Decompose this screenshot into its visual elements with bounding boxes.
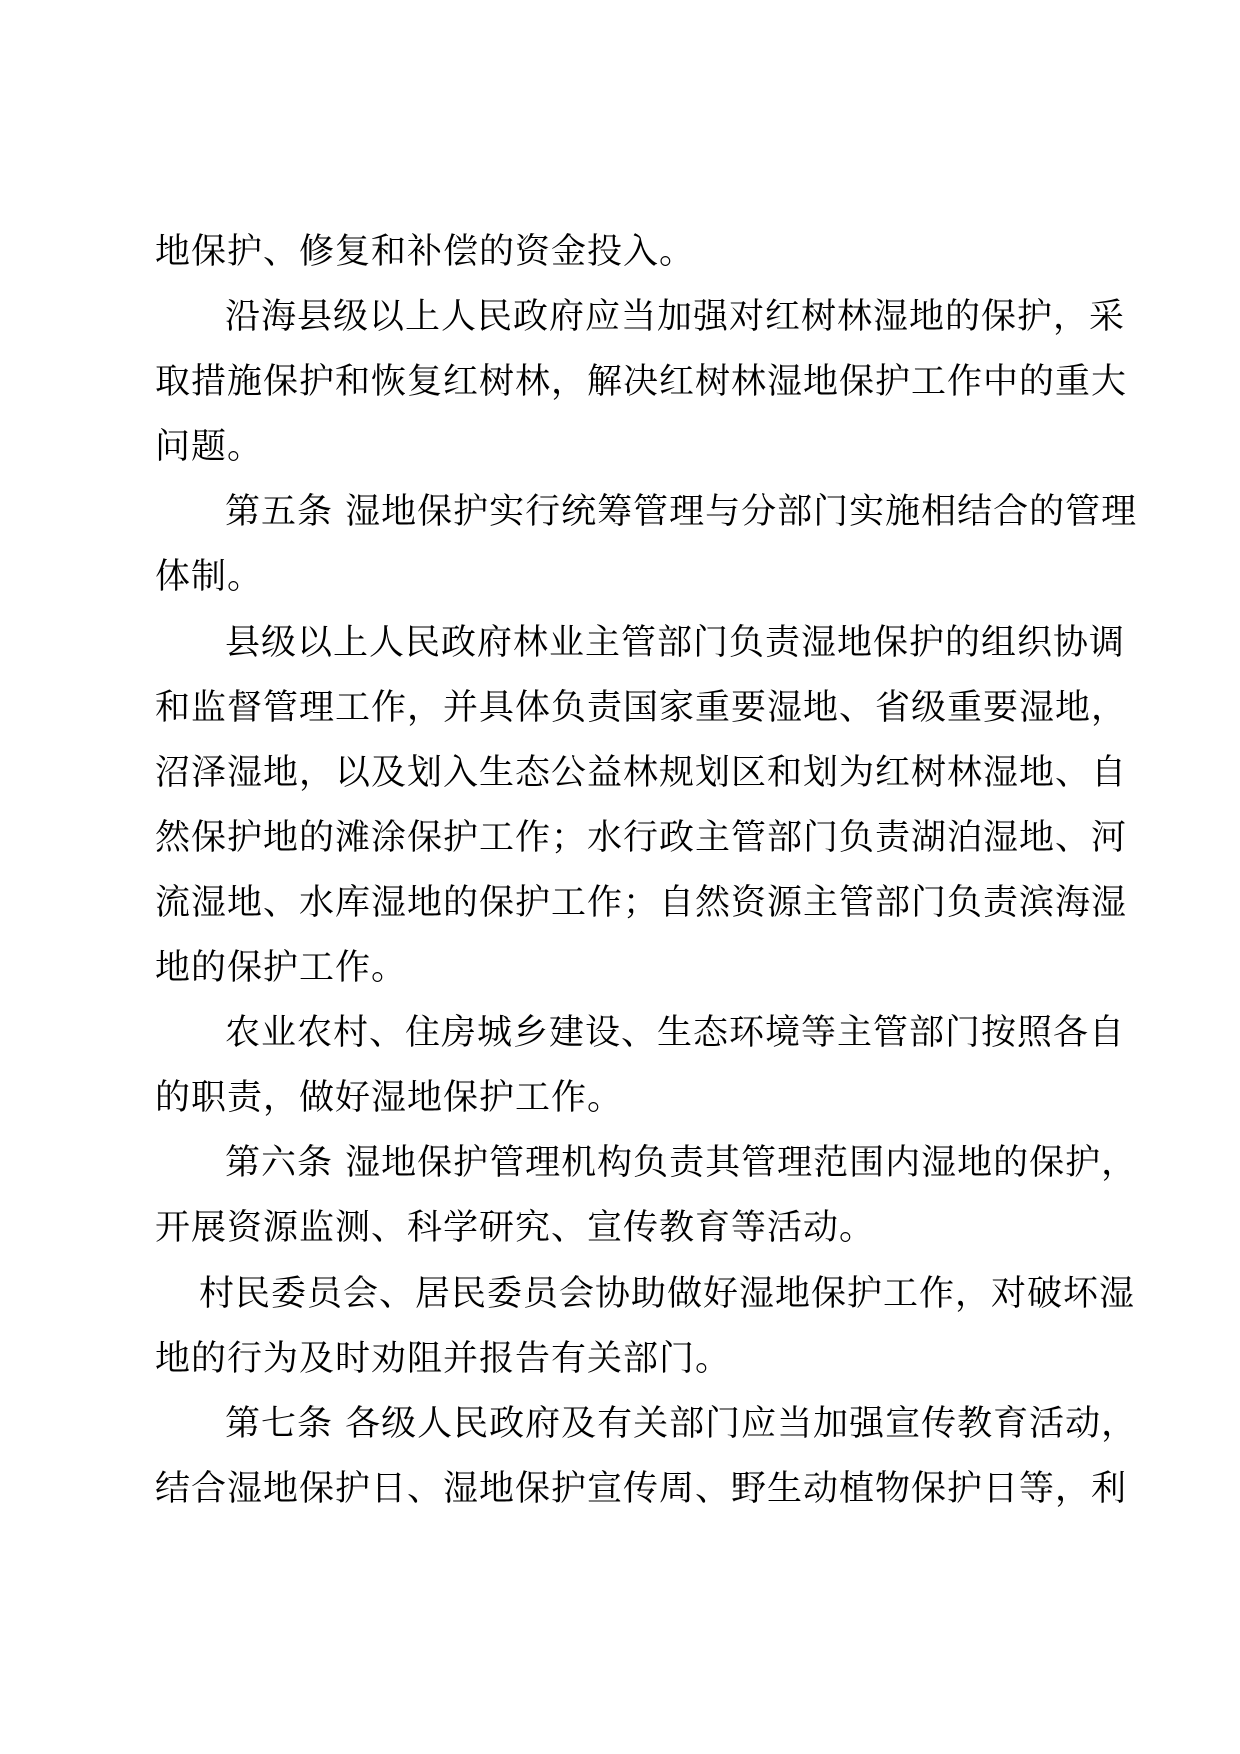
text-line: 地保护、修复和补偿的资金投入。: [155, 232, 696, 272]
text-line: 地的行为及时劝阻并报告有关部门。: [155, 1338, 732, 1379]
text-line: 流湿地、水库湿地的保护工作；自然资源主管部门负责滨海湿: [155, 882, 1128, 923]
text-line: 村民委员会、居民委员会协助做好湿地保护工作，对破坏湿: [199, 1273, 1136, 1314]
document-page: [155, 220, 1138, 1522]
text-line: 结合湿地保护日、湿地保护宣传周、野生动植物保护日等，利: [155, 1468, 1128, 1509]
text-line: 取措施保护和恢复红树林，解决红树林湿地保护工作中的重大: [155, 362, 1128, 403]
text-line: 体制。: [155, 557, 264, 598]
text-line: 开展资源监测、科学研究、宣传教育等活动。: [155, 1208, 876, 1249]
text-line: 县级以上人民政府林业主管部门负责湿地保护的组织协调: [225, 622, 1126, 663]
text-line: 地的保护工作。: [155, 948, 408, 989]
text-line: 农业农村、住房城乡建设、生态环境等主管部门按照各自: [225, 1013, 1126, 1054]
text-line: 第七条 各级人民政府及有关部门应当加强宣传教育活动，: [225, 1403, 1138, 1444]
text-line: 然保护地的滩涂保护工作；水行政主管部门负责湖泊湿地、河: [155, 817, 1128, 858]
text-line: 第五条 湿地保护实行统筹管理与分部门实施相结合的管理: [225, 492, 1138, 533]
text-line: 问题。: [155, 427, 264, 468]
text-line: 沼泽湿地，以及划入生态公益林规划区和划为红树林湿地、自: [155, 752, 1128, 793]
text-line: 和监督管理工作，并具体负责国家重要湿地、省级重要湿地，: [155, 687, 1128, 728]
text-line: 沿海县级以上人民政府应当加强对红树林湿地的保护，采: [225, 297, 1126, 338]
text-line: 第六条 湿地保护管理机构负责其管理范围内湿地的保护，: [225, 1143, 1138, 1184]
text-line: 的职责，做好湿地保护工作。: [155, 1078, 624, 1119]
